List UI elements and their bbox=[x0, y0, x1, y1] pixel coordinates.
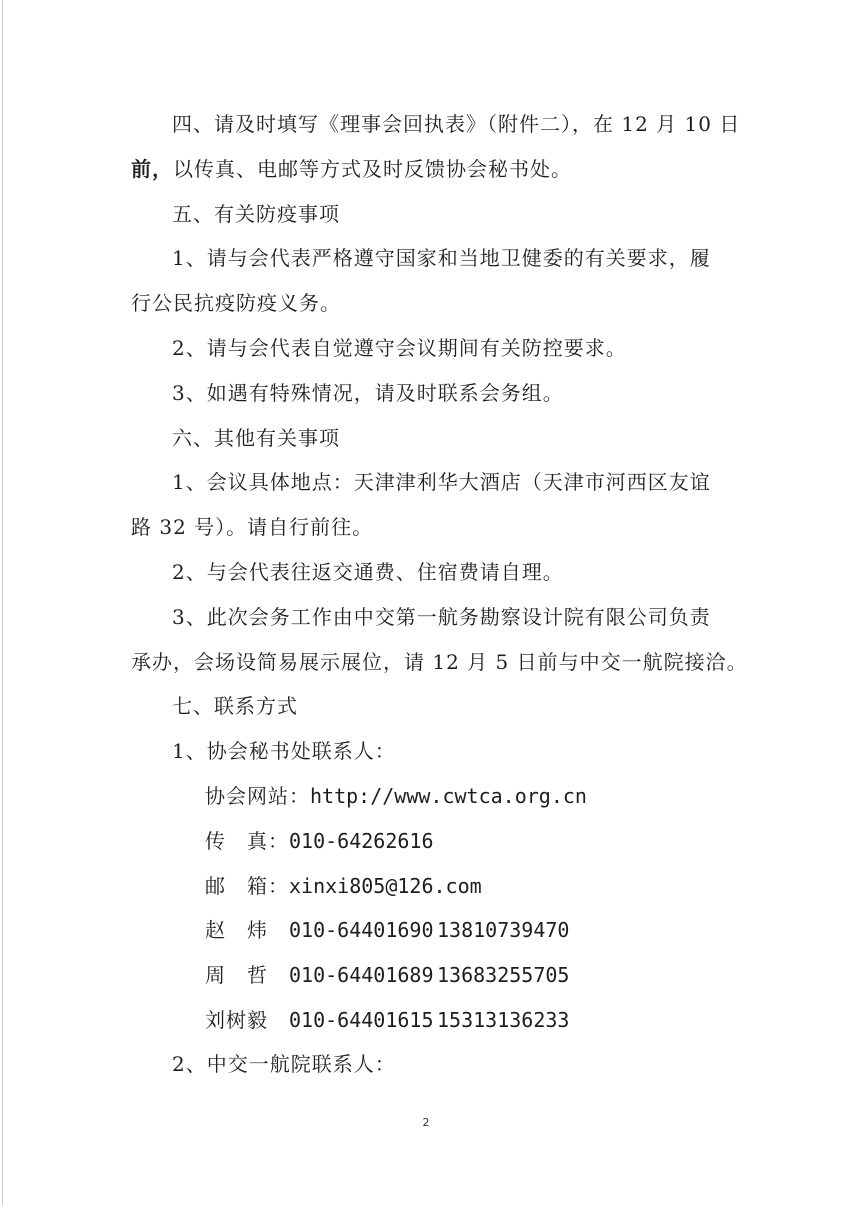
page-number: 2 bbox=[422, 1116, 430, 1129]
section4-line2 bbox=[131, 157, 572, 181]
contact-row bbox=[205, 963, 569, 987]
section6-item1-line2: 路 32 号）。请自行前往。 bbox=[131, 515, 374, 539]
contact-mobile: 13683255705 bbox=[437, 963, 570, 987]
contact-name: 周 哲 bbox=[205, 963, 268, 987]
email-row bbox=[205, 874, 482, 898]
section7-item2: 2、中交一航院联系人： bbox=[172, 1052, 396, 1076]
contact-row bbox=[205, 1008, 569, 1032]
website-label: 协会网站： bbox=[205, 784, 310, 808]
contact-mobile: 15313136233 bbox=[437, 1008, 570, 1032]
email-address[interactable]: xinxi805@126.com bbox=[289, 874, 482, 898]
fax-row bbox=[205, 829, 434, 853]
section5-item3: 3、如遇有特殊情况，请及时联系会务组。 bbox=[172, 381, 564, 405]
contact-phone: 010-64401690 bbox=[289, 918, 434, 942]
section6-item3-line1: 3、此次会务工作由中交第一航务勘察设计院有限公司负责 bbox=[172, 605, 711, 629]
contact-phone: 010-64401615 bbox=[289, 1008, 434, 1032]
contact-name: 刘树毅 bbox=[205, 1008, 268, 1032]
page-edge-line bbox=[2, 0, 3, 1205]
contact-phone: 010-64401689 bbox=[289, 963, 434, 987]
section7-item1: 1、协会秘书处联系人： bbox=[172, 739, 396, 763]
section6-heading: 六、其他有关事项 bbox=[172, 426, 340, 450]
section4-bold-prefix: 前， bbox=[131, 157, 173, 181]
website-link[interactable]: http://www.cwtca.org.cn bbox=[310, 784, 587, 808]
fax-number: 010-64262616 bbox=[289, 829, 434, 853]
section5-item1-line1: 1、请与会代表严格遵守国家和当地卫健委的有关要求，履 bbox=[172, 246, 711, 270]
section6-item1-line1: 1、会议具体地点：天津津利华大酒店（天津市河西区友谊 bbox=[172, 470, 711, 494]
section6-item2: 2、与会代表往返交通费、住宿费请自理。 bbox=[172, 560, 564, 584]
fax-label: 传 真： bbox=[205, 829, 289, 853]
contact-name: 赵 炜 bbox=[205, 918, 268, 942]
email-label: 邮 箱： bbox=[205, 874, 289, 898]
contact-mobile: 13810739470 bbox=[437, 918, 570, 942]
section4-line2-rest: 以传真、电邮等方式及时反馈协会秘书处。 bbox=[173, 157, 572, 181]
contact-row bbox=[205, 918, 569, 942]
section4-line1: 四、请及时填写《理事会回执表》（附件二），在 12 月 10 日 bbox=[172, 112, 741, 136]
website-row bbox=[205, 784, 587, 808]
section5-heading: 五、有关防疫事项 bbox=[172, 202, 340, 226]
section7-heading: 七、联系方式 bbox=[172, 694, 298, 718]
section5-item2: 2、请与会代表自觉遵守会议期间有关防控要求。 bbox=[172, 336, 627, 360]
section6-item3-line2: 承办，会场设简易展示展位，请 12 月 5 日前与中交一航院接洽。 bbox=[131, 650, 748, 674]
section5-item1-line2: 行公民抗疫防疫义务。 bbox=[131, 291, 341, 315]
